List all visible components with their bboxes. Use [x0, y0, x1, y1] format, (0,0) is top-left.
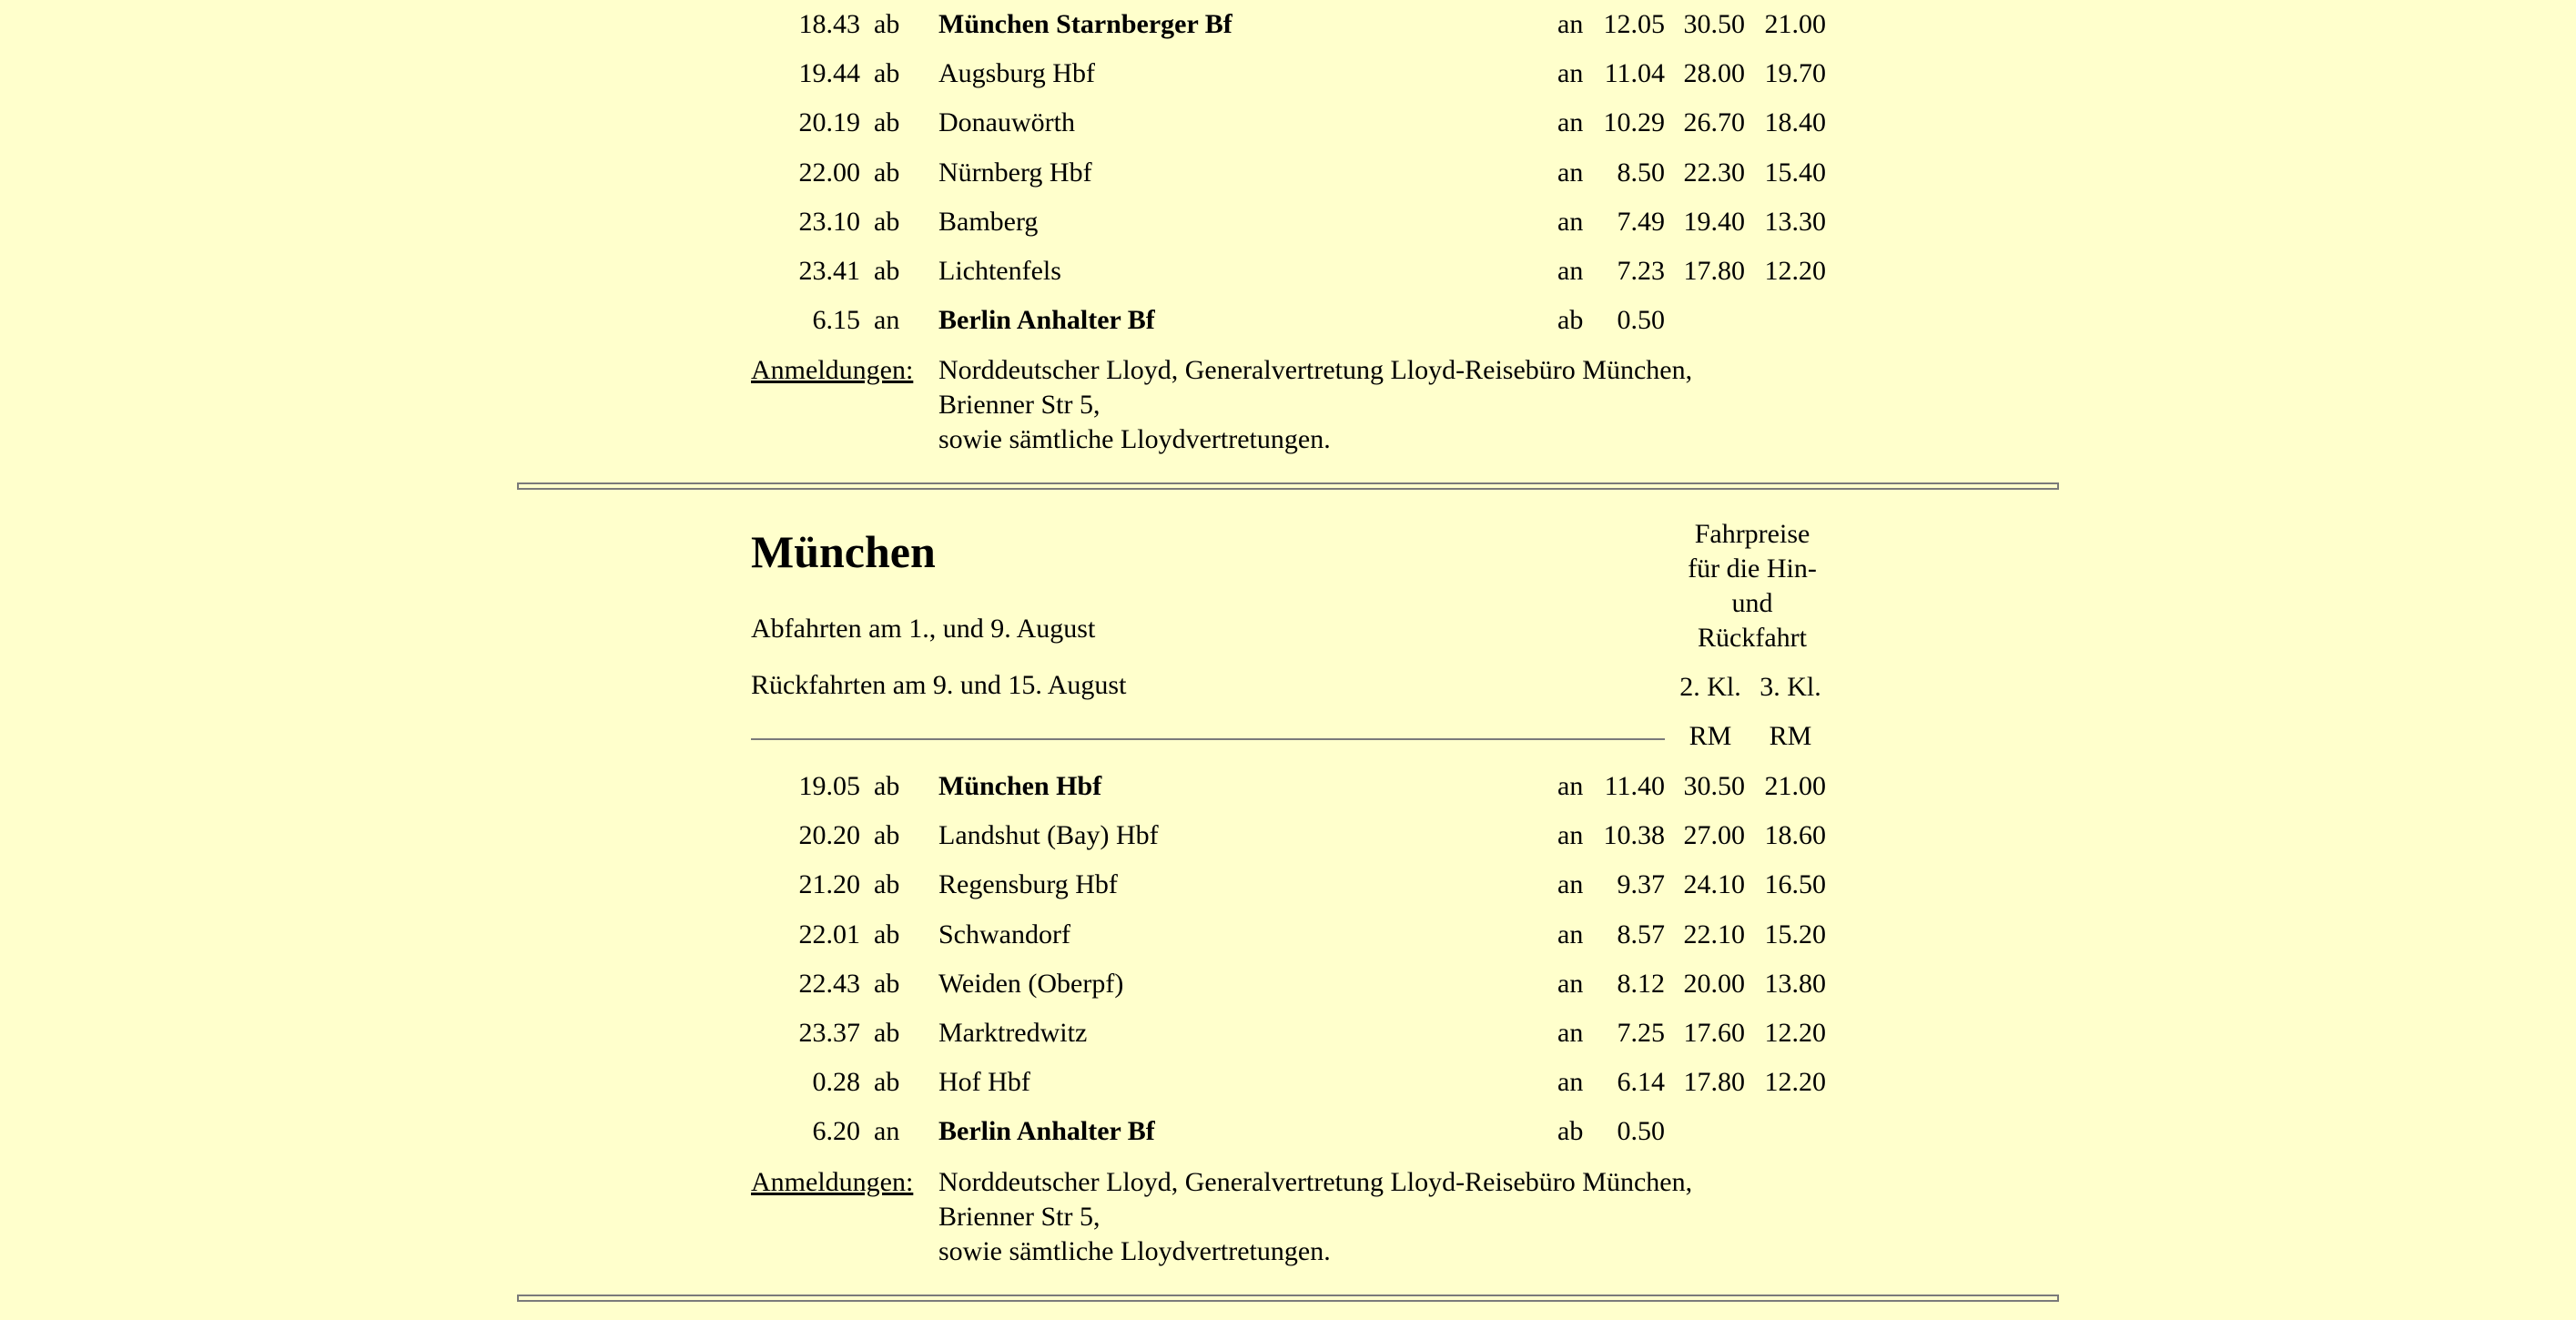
direction-marker: ab — [874, 771, 900, 801]
timetable-row — [0, 868, 2576, 902]
return-direction-marker: ab — [1557, 305, 1584, 336]
station-name: München Hbf — [938, 771, 1102, 801]
station-name: Weiden (Oberpf) — [938, 968, 1124, 999]
price-class-3: 13.30 — [1764, 206, 1826, 237]
price-class-3: 18.60 — [1764, 820, 1826, 851]
anmeldungen-label: Anmeldungen: — [751, 1167, 914, 1197]
station-name: Bamberg — [938, 206, 1039, 237]
direction-marker: ab — [874, 820, 900, 851]
return-time: 0.50 — [1617, 305, 1665, 336]
timetable-row — [0, 918, 2576, 952]
timetable-row — [0, 1065, 2576, 1100]
direction-marker: ab — [874, 1067, 900, 1098]
timetable-row — [0, 1016, 2576, 1051]
departure-time: 6.20 — [812, 1116, 860, 1147]
station-name: Schwandorf — [938, 919, 1070, 949]
fare-header-line: Rückfahrt — [1698, 623, 1807, 653]
direction-marker: an — [874, 305, 900, 336]
timetable-row — [0, 303, 2576, 338]
timetable-row — [0, 818, 2576, 853]
departure-time: 6.15 — [812, 305, 860, 336]
return-time: 11.40 — [1604, 771, 1665, 801]
return-direction-marker: an — [1557, 869, 1584, 900]
station-name: München Starnberger Bf — [938, 9, 1232, 39]
direction-marker: ab — [874, 58, 900, 89]
price-class-3: 21.00 — [1764, 9, 1826, 39]
departure-time: 21.20 — [798, 869, 860, 900]
station-name: Berlin Anhalter Bf — [938, 1116, 1155, 1147]
station-name: Regensburg Hbf — [938, 869, 1118, 900]
timetable-row — [0, 1114, 2576, 1149]
departure-time: 22.00 — [798, 157, 860, 188]
fare-header-line: und — [1731, 588, 1773, 618]
price-class-3: 15.20 — [1764, 919, 1826, 949]
anmeldungen-line: sowie sämtliche Lloydvertretungen. — [938, 424, 1331, 454]
price-class-3: 12.20 — [1764, 256, 1826, 286]
price-class-3: 12.20 — [1764, 1018, 1826, 1048]
return-direction-marker: an — [1557, 1067, 1584, 1098]
return-direction-marker: an — [1557, 968, 1584, 999]
return-time: 8.50 — [1617, 157, 1665, 188]
header-rule — [751, 738, 1665, 740]
fare-header — [1666, 517, 1839, 655]
departure-time: 20.20 — [798, 820, 860, 851]
direction-marker: ab — [874, 157, 900, 188]
price-class-2: 27.00 — [1683, 820, 1745, 851]
timetable-row — [0, 205, 2576, 239]
price-class-2: 17.80 — [1683, 1067, 1745, 1098]
currency-2-label: RM — [1689, 721, 1732, 751]
price-class-2: 28.00 — [1683, 58, 1745, 89]
price-class-2: 22.10 — [1683, 919, 1745, 949]
price-class-2: 30.50 — [1683, 771, 1745, 801]
direction-marker: an — [874, 1116, 900, 1147]
price-class-2: 22.30 — [1683, 157, 1745, 188]
price-class-3: 16.50 — [1764, 869, 1826, 900]
timetable-row — [0, 7, 2576, 42]
direction-marker: ab — [874, 206, 900, 237]
anmeldungen-line: sowie sämtliche Lloydvertretungen. — [938, 1236, 1331, 1266]
return-direction-marker: an — [1557, 919, 1584, 949]
price-class-3: 12.20 — [1764, 1067, 1826, 1098]
timetable-row — [0, 156, 2576, 190]
return-time: 7.49 — [1617, 206, 1665, 237]
return-direction-marker: an — [1557, 107, 1584, 138]
timetable-row — [0, 56, 2576, 91]
class-2-label: 2. Kl. — [1679, 672, 1741, 702]
departure-time: 18.43 — [798, 9, 860, 39]
return-time: 10.29 — [1603, 107, 1665, 138]
station-name: Landshut (Bay) Hbf — [938, 820, 1159, 851]
direction-marker: ab — [874, 9, 900, 39]
departure-time: 23.10 — [798, 206, 860, 237]
price-class-3: 21.00 — [1764, 771, 1826, 801]
return-direction-marker: an — [1557, 256, 1584, 286]
return-time: 6.14 — [1617, 1067, 1665, 1098]
timetable-row — [0, 254, 2576, 289]
anmeldungen-line: Brienner Str 5, — [938, 390, 1100, 420]
return-time: 9.37 — [1617, 869, 1665, 900]
direction-marker: ab — [874, 869, 900, 900]
return-direction-marker: ab — [1557, 1116, 1584, 1147]
station-name: Nürnberg Hbf — [938, 157, 1092, 188]
departure-time: 22.01 — [798, 919, 860, 949]
price-class-3: 19.70 — [1764, 58, 1826, 89]
price-class-2: 19.40 — [1683, 206, 1745, 237]
anmeldungen-line: Norddeutscher Lloyd, Generalvertretung Lloyd-Reisebüro München, — [938, 1167, 1693, 1197]
direction-marker: ab — [874, 256, 900, 286]
return-direction-marker: an — [1557, 157, 1584, 188]
fare-header-line: Fahrpreise — [1694, 519, 1810, 549]
timetable-row — [0, 967, 2576, 1001]
return-time: 8.12 — [1617, 968, 1665, 999]
anmeldungen-line: Brienner Str 5, — [938, 1202, 1100, 1232]
departure-time: 19.44 — [798, 58, 860, 89]
rueckfahrten-text: Rückfahrten am 9. und 15. August — [751, 670, 1127, 700]
departure-time: 22.43 — [798, 968, 860, 999]
fare-header-line: für die Hin- — [1688, 553, 1817, 584]
station-name: Donauwörth — [938, 107, 1075, 138]
return-time: 8.57 — [1617, 919, 1665, 949]
return-time: 10.38 — [1603, 820, 1665, 851]
direction-marker: ab — [874, 1018, 900, 1048]
station-name: Berlin Anhalter Bf — [938, 305, 1155, 336]
direction-marker: ab — [874, 968, 900, 999]
section-divider — [517, 482, 2059, 490]
return-direction-marker: an — [1557, 206, 1584, 237]
station-name: Augsburg Hbf — [938, 58, 1095, 89]
direction-marker: ab — [874, 107, 900, 138]
price-class-2: 24.10 — [1683, 869, 1745, 900]
section-title: München — [751, 526, 936, 577]
return-time: 7.23 — [1617, 256, 1665, 286]
station-name: Hof Hbf — [938, 1067, 1030, 1098]
return-direction-marker: an — [1557, 1018, 1584, 1048]
price-class-2: 26.70 — [1683, 107, 1745, 138]
class-3-label: 3. Kl. — [1760, 672, 1821, 702]
currency-3-label: RM — [1769, 721, 1812, 751]
return-time: 7.25 — [1617, 1018, 1665, 1048]
anmeldungen-label: Anmeldungen: — [751, 355, 914, 385]
anmeldungen-line: Norddeutscher Lloyd, Generalvertretung Lloyd-Reisebüro München, — [938, 355, 1693, 385]
departure-time: 19.05 — [798, 771, 860, 801]
station-name: Lichtenfels — [938, 256, 1061, 286]
return-time: 0.50 — [1617, 1116, 1665, 1147]
timetable-row — [0, 106, 2576, 140]
abfahrten-text: Abfahrten am 1., und 9. August — [751, 614, 1096, 644]
return-direction-marker: an — [1557, 9, 1584, 39]
return-direction-marker: an — [1557, 58, 1584, 89]
price-class-2: 17.60 — [1683, 1018, 1745, 1048]
departure-time: 23.37 — [798, 1018, 860, 1048]
departure-time: 0.28 — [812, 1067, 860, 1098]
section-divider — [517, 1295, 2059, 1302]
departure-time: 20.19 — [798, 107, 860, 138]
station-name: Marktredwitz — [938, 1018, 1088, 1048]
return-direction-marker: an — [1557, 771, 1584, 801]
price-class-3: 13.80 — [1764, 968, 1826, 999]
timetable-row — [0, 769, 2576, 804]
price-class-2: 30.50 — [1683, 9, 1745, 39]
price-class-2: 17.80 — [1683, 256, 1745, 286]
return-time: 12.05 — [1603, 9, 1665, 39]
return-time: 11.04 — [1604, 58, 1665, 89]
departure-time: 23.41 — [798, 256, 860, 286]
price-class-3: 15.40 — [1764, 157, 1826, 188]
return-direction-marker: an — [1557, 820, 1584, 851]
price-class-2: 20.00 — [1683, 968, 1745, 999]
price-class-3: 18.40 — [1764, 107, 1826, 138]
direction-marker: ab — [874, 919, 900, 949]
